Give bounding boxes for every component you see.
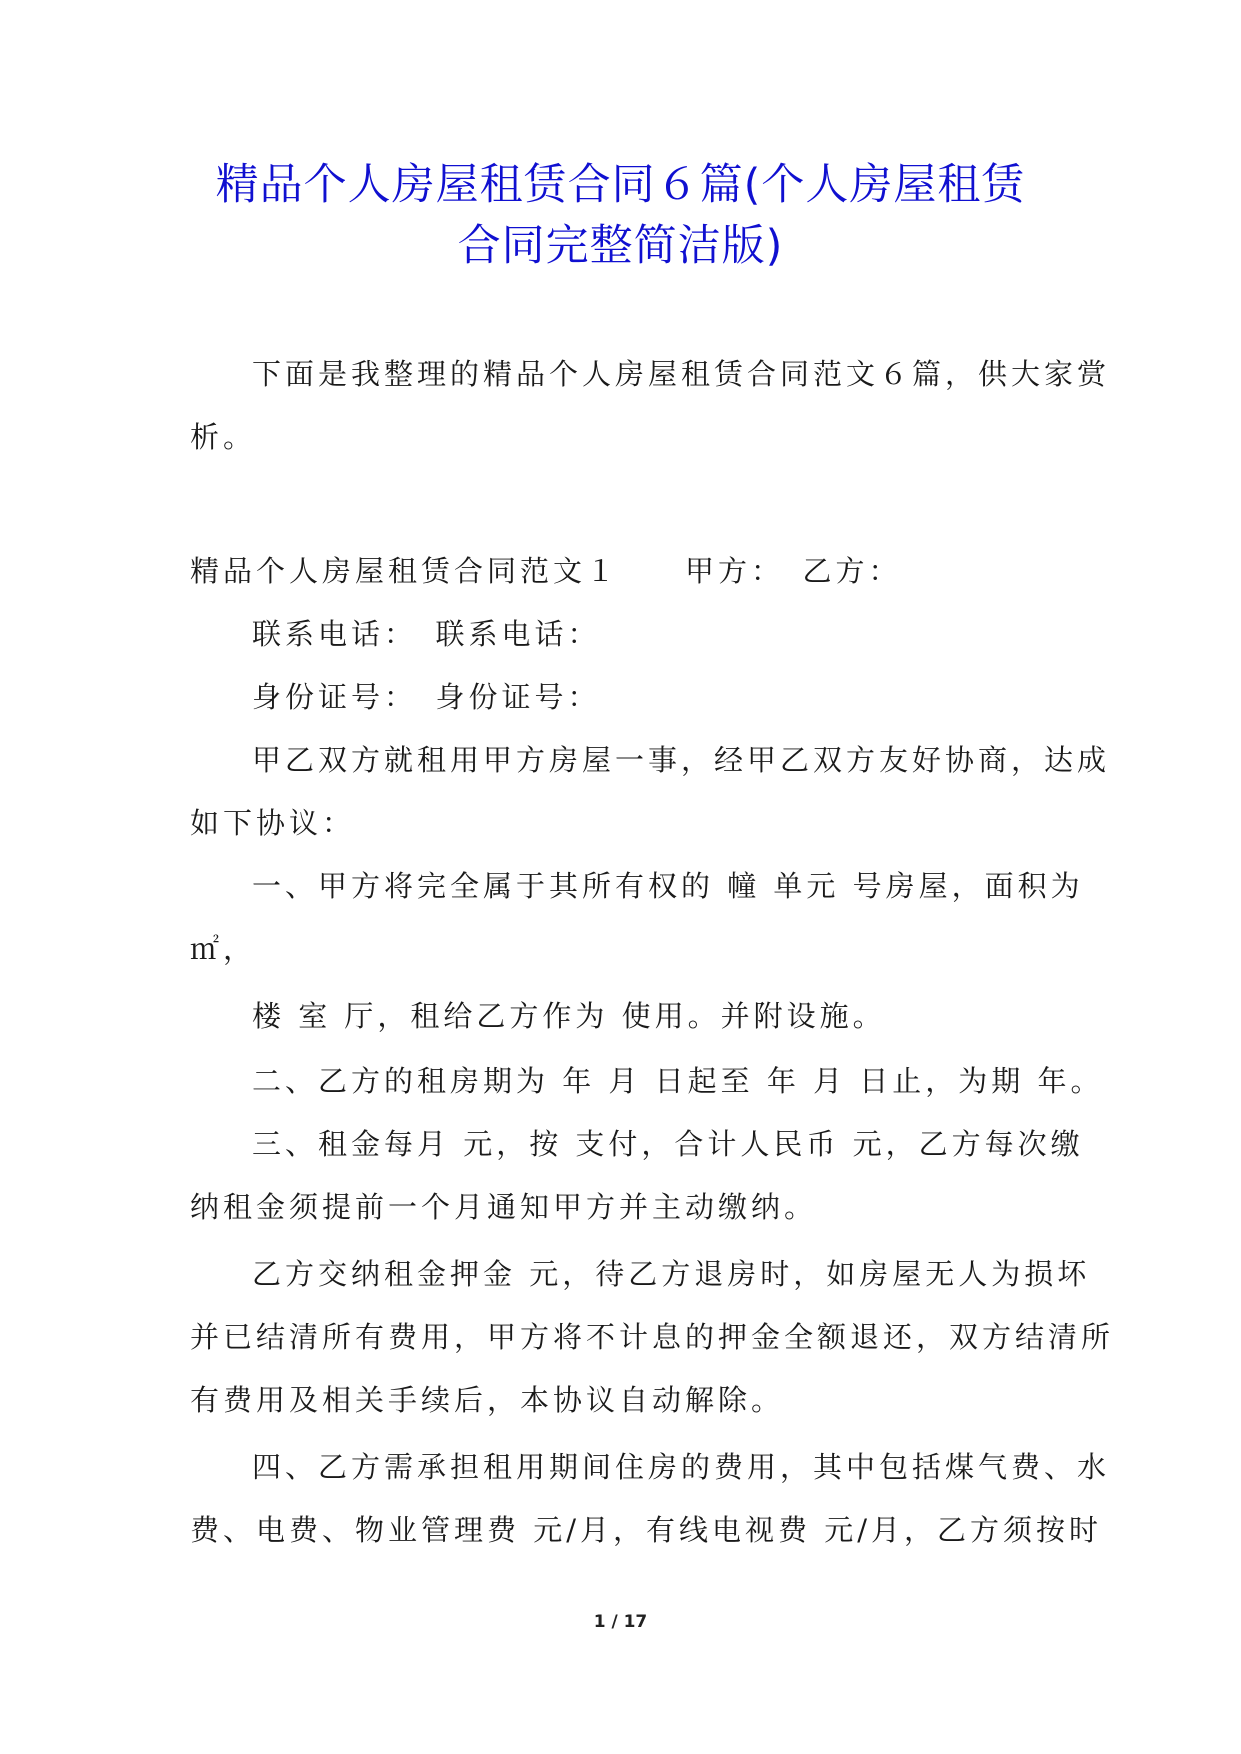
page-indicator: 1 / 17	[593, 1612, 648, 1632]
id-number-line: 身份证号： 身份证号：	[252, 680, 601, 714]
clause-3-line-2: 纳租金须提前一个月通知甲方并主动缴纳。	[190, 1190, 818, 1224]
clause-1-line-1: 一、甲方将完全属于其所有权的 幢 单元 号房屋，面积为	[252, 869, 1084, 903]
contact-phone-line: 联系电话： 联系电话：	[252, 617, 601, 651]
deposit-paragraph-line-1: 乙方交纳租金押金 元，待乙方退房时，如房屋无人为损坏	[252, 1257, 1091, 1291]
intro-paragraph-line-2: 析。	[190, 420, 257, 454]
document-title-line-1: 精品个人房屋租赁合同６篇(个人房屋租赁	[215, 160, 1026, 210]
deposit-paragraph-line-2: 并已结清所有费用，甲方将不计息的押金全额退还，双方结清所	[190, 1320, 1115, 1354]
agreement-intro-line-1: 甲乙双方就租用甲方房屋一事，经甲乙双方友好协商，达成	[252, 743, 1111, 777]
agreement-intro-line-2: 如下协议：	[190, 806, 356, 840]
intro-paragraph-line-1: 下面是我整理的精品个人房屋租赁合同范文６篇，供大家赏	[252, 357, 1111, 391]
clause-1-line-3: 楼 室 厅，租给乙方作为 使用。并附设施。	[252, 999, 886, 1033]
clause-3-line-1: 三、租金每月 元，按 支付，合计人民币 元，乙方每次缴	[252, 1127, 1084, 1161]
clause-4-line-1: 四、乙方需承担租用期间住房的费用，其中包括煤气费、水	[252, 1450, 1111, 1484]
clause-4-line-2: 费、电费、物业管理费 元/月，有线电视费 元/月，乙方须按时	[190, 1513, 1102, 1547]
document-title-line-2: 合同完整简洁版)	[457, 221, 784, 271]
deposit-paragraph-line-3: 有费用及相关手续后，本协议自动解除。	[190, 1383, 785, 1417]
clause-2-line-1: 二、乙方的租房期为 年 月 日起至 年 月 日止，为期 年。	[252, 1064, 1104, 1098]
contract-heading-parties: 精品个人房屋租赁合同范文１ 甲方： 乙方：	[190, 554, 902, 588]
clause-1-line-2: ㎡，	[190, 932, 257, 966]
